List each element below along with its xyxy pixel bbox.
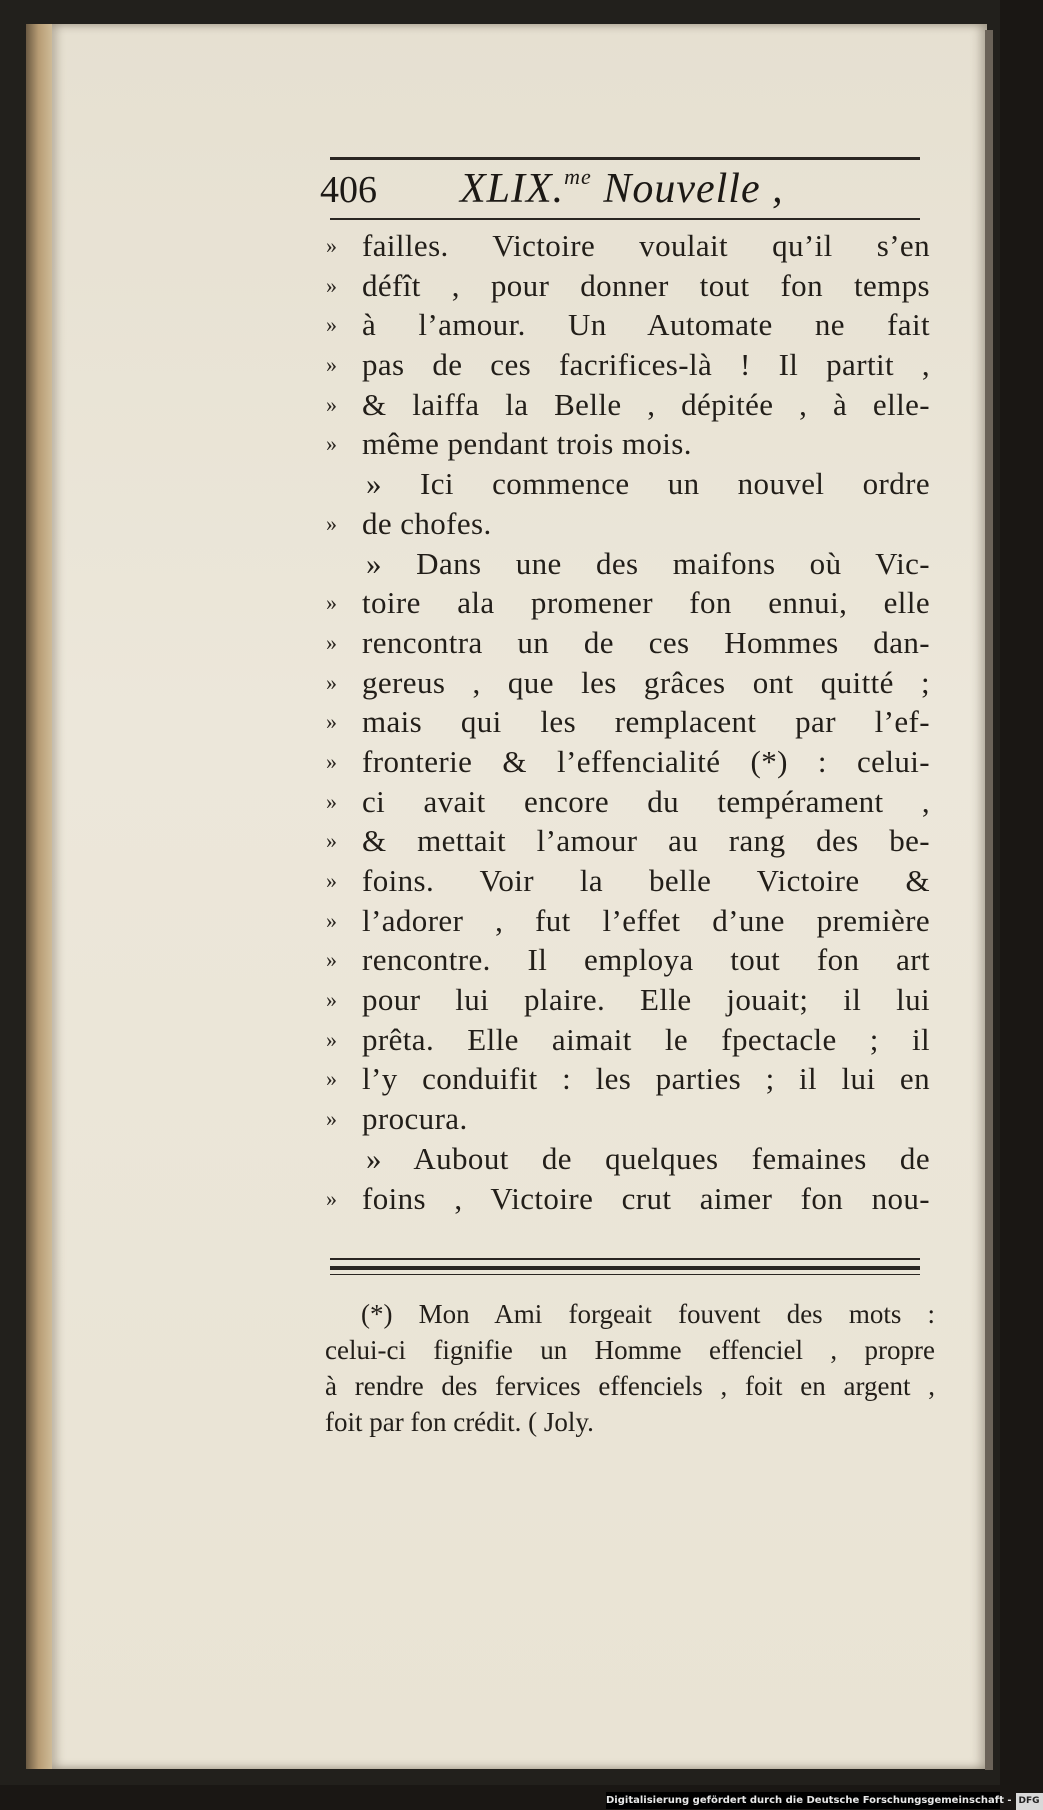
text-line [318,1179,930,1219]
footnote-rule-3 [330,1274,920,1275]
line-text: » Ici commence un nouvel ordre [366,466,930,502]
dfg-logo: DFG [1016,1793,1043,1810]
header-rule-bottom [330,218,920,220]
quote-mark: » [326,1185,337,1211]
text-line [318,1020,930,1060]
quote-mark: » [326,709,337,735]
page-right-edge [985,30,993,1770]
quote-mark: » [326,312,337,338]
line-text: ci avait encore du tempérament , [362,783,930,819]
text-line [318,305,930,345]
text-line [318,424,930,464]
text-line [318,1059,930,1099]
quote-mark: » [326,391,337,417]
footnote-rule-2 [330,1266,920,1270]
text-line [318,702,930,742]
text-line [318,901,930,941]
quote-mark: » [326,669,337,695]
quote-mark: » [326,907,337,933]
line-text: pas de ces facrifices-là ! Il partit , [362,347,930,383]
text-line [318,1139,930,1179]
quote-mark: » [326,947,337,973]
text-line [318,583,930,623]
line-text: rencontra un de ces Hommes dan- [362,624,930,660]
quote-mark: » [326,272,337,298]
line-text: mais qui les remplacent par l’ef- [362,704,930,740]
quote-mark: » [326,828,337,854]
text-line [318,821,930,861]
running-header [320,162,930,216]
line-text: procura. [362,1101,468,1137]
text-line [318,1099,930,1139]
text-line [318,385,930,425]
quote-mark: » [326,431,337,457]
text-line [318,504,930,544]
line-text: l’adorer , fut l’effet d’une première [362,902,930,938]
line-text: » Aubout de quelques femaines de [366,1140,930,1176]
line-text: & mettait l’amour au rang des be- [362,823,930,859]
text-line [318,940,930,980]
quote-mark: » [326,1026,337,1052]
line-text: fronterie & l’effencialité (*) : celui- [362,743,930,779]
text-line [318,544,930,584]
quote-mark: » [326,987,337,1013]
chapter-title-rest: Nouvelle , [591,166,784,212]
line-text: gereus , que les grâces ont quitté ; [362,664,930,700]
credit-text: Digitalisierung gefördert durch die Deutsche Forschungsgemeinschaft - [606,1795,1012,1806]
chapter-title [460,164,784,213]
line-text: foins. Voir la belle Victoire & [362,863,930,898]
line-text: failles. Victoire voulait qu’il s’en [362,228,930,263]
quote-mark: » [326,629,337,655]
quote-mark: » [326,748,337,774]
line-text: l’y conduifit : les parties ; il lui en [362,1061,930,1097]
quote-mark: » [326,1106,337,1132]
line-text: défît , pour donner tout fon temps [362,267,930,303]
line-text: » Dans une des maifons où Vic- [366,545,930,581]
footnote-line: foit par fon crédit. ( Joly. [325,1407,594,1437]
quote-mark: » [326,868,337,893]
text-line [318,663,930,703]
body-text [318,226,930,1218]
line-text: à l’amour. Un Automate ne fait [362,307,930,343]
line-text: même pendant trois mois. [362,426,692,462]
text-line [318,266,930,306]
footnote-line: à rendre des fervices effenciels , foit en argent , [325,1371,935,1401]
line-text: de chofes. [362,505,492,541]
text-line [318,226,930,266]
quote-mark: » [326,788,337,814]
quote-mark: » [326,1066,337,1092]
quote-mark: » [326,233,337,258]
quote-mark: » [326,352,337,378]
text-line [318,742,930,782]
text-line [318,464,930,504]
text-line [318,345,930,385]
header-rule-top [330,157,920,160]
quote-mark: » [326,510,337,536]
digitization-credit [606,1792,1040,1809]
line-text: & laiffa la Belle , dépitée , à elle- [362,386,930,422]
line-text: toire ala promener fon ennui, elle [362,585,930,621]
footnote-line: (*) Mon Ami forgeait fouvent des mots : [361,1299,935,1329]
quote-mark: » [326,590,337,616]
chapter-title-sup: me [564,164,592,189]
chapter-title-roman: XLIX. [460,166,565,212]
line-text: foins , Victoire crut aimer fon nou- [362,1180,930,1216]
footnote [325,1296,935,1440]
footnote-rule-1 [330,1258,920,1260]
footnote-line: celui-ci fignifie un Homme effenciel , propre [325,1335,935,1365]
line-text: pour lui plaire. Elle jouait; il lui [362,982,930,1018]
page-number: 406 [320,169,377,211]
text-line [318,623,930,663]
text-line [318,861,930,901]
line-text: prêta. Elle aimait le fpectacle ; il [362,1021,930,1057]
line-text: rencontre. Il employa tout fon art [362,942,930,978]
text-line [318,980,930,1020]
text-line [318,782,930,822]
